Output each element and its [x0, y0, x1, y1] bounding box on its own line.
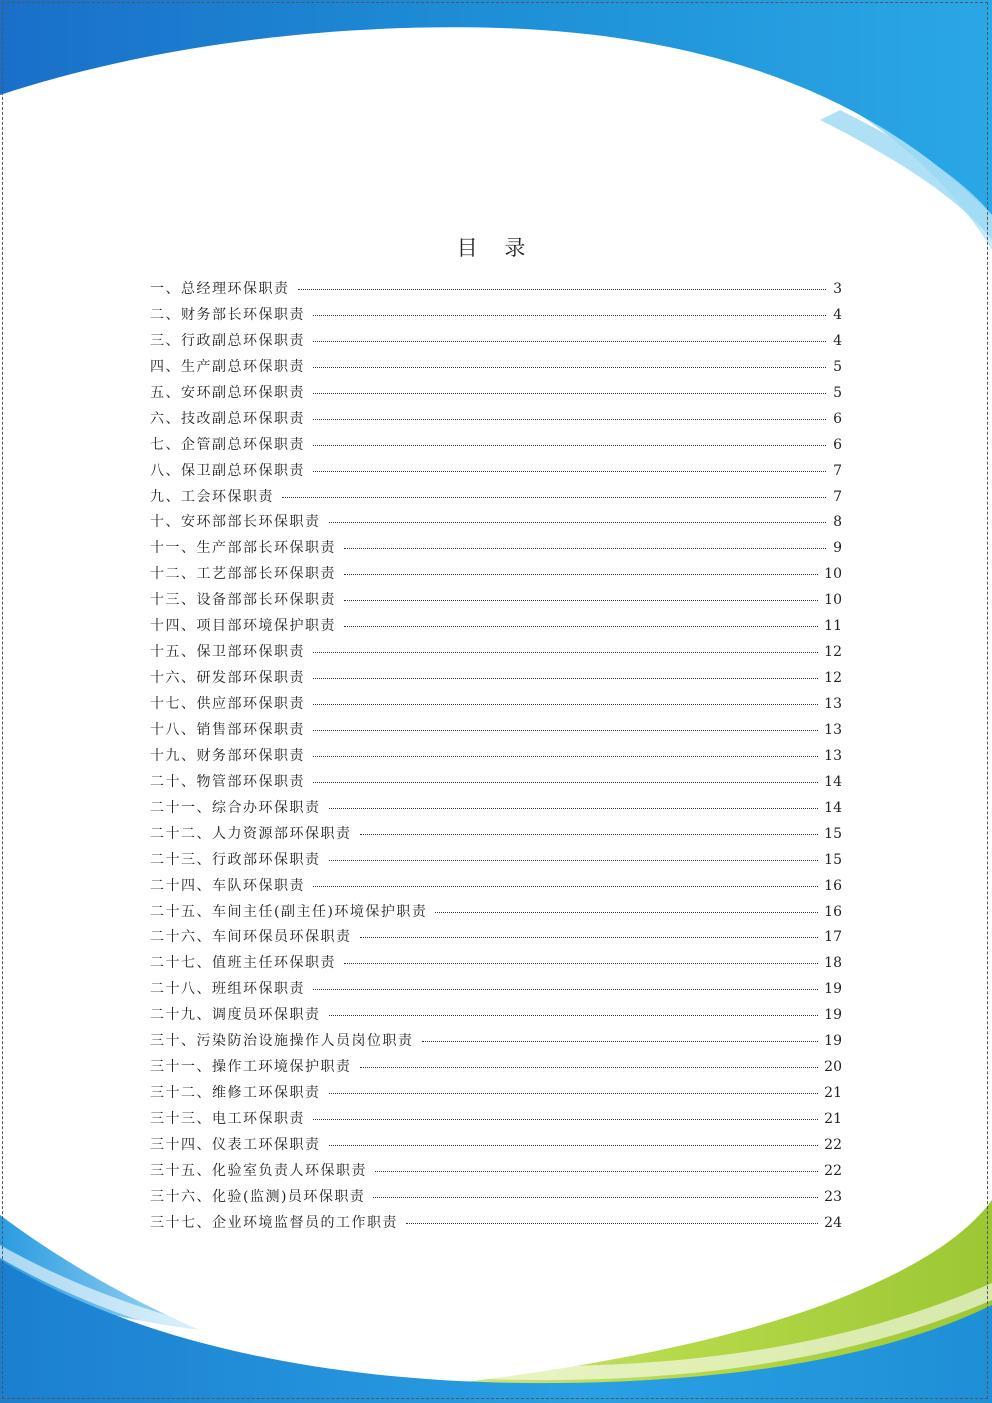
toc-entry[interactable] — [150, 408, 842, 434]
toc-entry-label: 二十三、行政部环保职责 — [150, 851, 321, 868]
toc-dot-leader — [344, 963, 818, 964]
toc-dot-leader — [422, 1041, 819, 1042]
toc-dot-leader — [360, 1067, 819, 1068]
toc-entry-label: 三十三、电工环保职责 — [150, 1111, 305, 1127]
toc-dot-leader — [313, 1119, 818, 1120]
toc-entry[interactable] — [150, 797, 842, 823]
toc-dot-leader — [329, 860, 819, 861]
toc-dot-leader — [313, 341, 826, 342]
toc-entry-label: 二十二、人力资源部环保职责 — [150, 825, 352, 842]
toc-entry-page-number: 24 — [824, 1214, 842, 1231]
toc-entry[interactable] — [150, 537, 842, 563]
toc-entry-label: 十四、项目部环境保护职责 — [150, 618, 336, 635]
toc-entry-label: 七、企管副总环保职责 — [150, 436, 305, 453]
toc-dot-leader — [360, 834, 819, 835]
toc-entry-page-number: 19 — [824, 981, 842, 998]
toc-entry-label: 十二、工艺部部长环保职责 — [150, 566, 336, 583]
toc-entry-page-number: 16 — [824, 877, 842, 894]
toc-entry-label: 九、工会环保职责 — [150, 488, 274, 505]
toc-entry[interactable] — [150, 952, 842, 978]
toc-entry[interactable] — [150, 719, 842, 745]
toc-entry-page-number: 19 — [824, 1007, 842, 1024]
toc-entry-page-number: 4 — [833, 332, 842, 349]
toc-entry-label: 十一、生产部部长环保职责 — [150, 540, 336, 557]
toc-entry[interactable] — [150, 278, 842, 304]
toc-dot-leader — [313, 886, 818, 887]
toc-dot-leader — [344, 574, 818, 575]
toc-dot-leader — [313, 704, 818, 705]
toc-entry[interactable] — [150, 304, 842, 330]
toc-entry[interactable] — [150, 926, 842, 952]
toc-entry-label: 五、安环副总环保职责 — [150, 384, 305, 401]
toc-entry[interactable] — [150, 1186, 842, 1212]
toc-entry-page-number: 14 — [824, 799, 842, 816]
toc-entry-page-number: 15 — [824, 825, 842, 842]
toc-entry[interactable] — [150, 356, 842, 382]
toc-entry[interactable] — [150, 1082, 842, 1108]
toc-entry[interactable] — [150, 511, 842, 537]
toc-dot-leader — [313, 652, 818, 653]
toc-dot-leader — [313, 730, 818, 731]
page-title: 目 录 — [456, 236, 536, 260]
toc-dot-leader — [406, 1223, 818, 1224]
toc-entry[interactable] — [150, 563, 842, 589]
toc-dot-leader — [344, 626, 818, 627]
toc-entry-page-number: 4 — [833, 306, 842, 323]
toc-entry[interactable] — [150, 615, 842, 641]
toc-entry[interactable] — [150, 1004, 842, 1030]
toc-entry-label: 三、行政副总环保职责 — [150, 332, 305, 349]
toc-dot-leader — [329, 1093, 819, 1094]
toc-dot-leader — [313, 393, 826, 394]
toc-entry-page-number: 15 — [824, 851, 842, 868]
toc-entry[interactable] — [150, 434, 842, 460]
toc-entry-page-number: 7 — [833, 488, 842, 505]
toc-dot-leader — [282, 497, 826, 498]
toc-entry-page-number: 13 — [824, 696, 842, 712]
toc-entry-page-number: 11 — [824, 618, 842, 635]
toc-dot-leader — [313, 419, 826, 420]
toc-entry-label: 十九、财务部环保职责 — [150, 747, 305, 764]
toc-dot-leader — [344, 548, 826, 549]
toc-dot-leader — [360, 937, 819, 938]
toc-entry-page-number: 18 — [824, 955, 842, 972]
toc-dot-leader — [313, 989, 818, 990]
toc-entry-label: 十、安环部部长环保职责 — [150, 514, 321, 531]
toc-entry[interactable] — [150, 875, 842, 901]
toc-dot-leader — [313, 367, 826, 368]
toc-entry-label: 三十二、维修工环保职责 — [150, 1085, 321, 1102]
toc-entry-page-number: 9 — [833, 540, 842, 557]
toc-entry-page-number: 5 — [833, 358, 842, 375]
toc-entry-label: 二十、物管部环保职责 — [150, 773, 305, 790]
toc-entry-page-number: 21 — [824, 1111, 842, 1127]
toc-dot-leader — [329, 808, 819, 809]
toc-entry[interactable] — [150, 1160, 842, 1186]
toc-entry[interactable] — [150, 1108, 842, 1134]
toc-entry-label: 二十八、班组环保职责 — [150, 981, 305, 998]
toc-entry[interactable] — [150, 330, 842, 356]
toc-entry-label: 二十七、值班主任环保职责 — [150, 955, 336, 972]
toc-entry-page-number: 21 — [824, 1085, 842, 1102]
toc-entry[interactable] — [150, 901, 842, 927]
toc-entry-label: 三十四、仪表工环保职责 — [150, 1136, 321, 1153]
toc-entry-label: 三十五、化验室负责人环保职责 — [150, 1162, 367, 1179]
toc-entry-label: 三十六、化验(监测)员环保职责 — [150, 1188, 366, 1205]
toc-entry-label: 一、总经理环保职责 — [150, 281, 290, 297]
toc-entry[interactable] — [150, 693, 842, 719]
toc-entry-label: 二十九、调度员环保职责 — [150, 1007, 321, 1024]
toc-entry[interactable] — [150, 667, 842, 693]
toc-entry-page-number: 6 — [833, 410, 842, 427]
toc-entry[interactable] — [150, 1030, 842, 1056]
toc-entry[interactable] — [150, 460, 842, 486]
toc-entry-label: 六、技改副总环保职责 — [150, 410, 305, 427]
toc-entry-page-number: 3 — [833, 281, 842, 297]
toc-entry[interactable] — [150, 823, 842, 849]
toc-entry-page-number: 22 — [824, 1136, 842, 1153]
toc-entry-page-number: 13 — [824, 747, 842, 764]
toc-entry[interactable] — [150, 486, 842, 512]
toc-entry-page-number: 16 — [824, 903, 842, 920]
toc-entry-label: 四、生产副总环保职责 — [150, 358, 305, 375]
toc-entry-page-number: 5 — [833, 384, 842, 401]
toc-entry[interactable] — [150, 771, 842, 797]
toc-entry-page-number: 23 — [824, 1188, 842, 1205]
toc-entry[interactable] — [150, 382, 842, 408]
toc-dot-leader — [329, 1145, 819, 1146]
toc-entry-label: 三十、污染防治设施操作人员岗位职责 — [150, 1033, 414, 1050]
toc-entry[interactable] — [150, 745, 842, 771]
table-of-contents — [150, 278, 842, 1238]
toc-entry[interactable] — [150, 641, 842, 667]
toc-entry-page-number: 12 — [824, 670, 842, 687]
toc-dot-leader — [313, 471, 826, 472]
toc-entry-page-number: 14 — [824, 773, 842, 790]
toc-entry-page-number: 6 — [833, 436, 842, 453]
toc-dot-leader — [313, 756, 818, 757]
toc-dot-leader — [435, 912, 818, 913]
toc-entry-label: 十八、销售部环保职责 — [150, 721, 305, 738]
toc-dot-leader — [298, 289, 827, 290]
toc-entry-label: 三十一、操作工环境保护职责 — [150, 1059, 352, 1076]
toc-entry-label: 二、财务部长环保职责 — [150, 306, 305, 323]
toc-entry[interactable] — [150, 589, 842, 615]
toc-dot-leader — [329, 1015, 819, 1016]
toc-dot-leader — [344, 600, 818, 601]
toc-entry-page-number: 13 — [824, 721, 842, 738]
toc-entry-label: 十五、保卫部环保职责 — [150, 644, 305, 661]
toc-entry-label: 二十四、车队环保职责 — [150, 877, 305, 894]
toc-entry-label: 二十一、综合办环保职责 — [150, 799, 321, 816]
toc-entry-label: 十六、研发部环保职责 — [150, 670, 305, 687]
toc-entry-label: 八、保卫副总环保职责 — [150, 462, 305, 479]
toc-entry[interactable] — [150, 978, 842, 1004]
toc-entry-page-number: 12 — [824, 644, 842, 661]
toc-entry-page-number: 17 — [824, 929, 842, 946]
toc-entry[interactable] — [150, 1134, 842, 1160]
toc-entry[interactable] — [150, 1212, 842, 1238]
toc-entry-label: 十三、设备部部长环保职责 — [150, 592, 336, 609]
toc-entry-label: 三十七、企业环境监督员的工作职责 — [150, 1214, 398, 1231]
toc-entry-page-number: 10 — [824, 592, 842, 609]
toc-dot-leader — [329, 522, 827, 523]
toc-entry-page-number: 8 — [833, 514, 842, 531]
toc-dot-leader — [313, 782, 818, 783]
toc-dot-leader — [313, 315, 826, 316]
toc-entry-label: 十七、供应部环保职责 — [150, 696, 305, 712]
toc-entry-label: 二十五、车间主任(副主任)环境保护职责 — [150, 903, 428, 920]
toc-entry-page-number: 19 — [824, 1033, 842, 1050]
toc-entry-page-number: 22 — [824, 1162, 842, 1179]
toc-entry-page-number: 7 — [833, 462, 842, 479]
toc-entry-page-number: 20 — [824, 1059, 842, 1076]
toc-entry-page-number: 10 — [824, 566, 842, 583]
toc-entry-label: 二十六、车间环保员环保职责 — [150, 929, 352, 946]
toc-dot-leader — [375, 1171, 818, 1172]
top-blue-band — [0, 0, 992, 215]
toc-entry[interactable] — [150, 849, 842, 875]
toc-entry[interactable] — [150, 1056, 842, 1082]
toc-dot-leader — [313, 445, 826, 446]
toc-dot-leader — [313, 678, 818, 679]
toc-dot-leader — [373, 1197, 818, 1198]
